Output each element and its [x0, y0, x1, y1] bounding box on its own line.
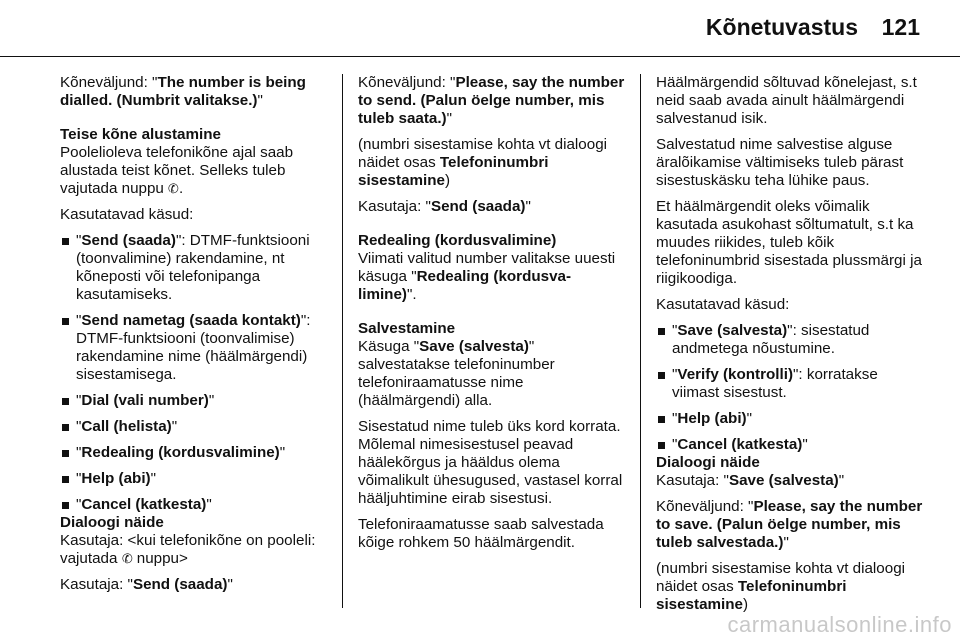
paragraph: Salvestatud nime salvestise alguse äralõikamise vältimiseks tuleb pärast sisestuskäsku teha lühike paus. — [656, 136, 904, 189]
page-header — [0, 0, 960, 48]
paragraph: Kasutatavad käsud: — [60, 206, 194, 223]
paragraph: Poolelioleva telefonikõne ajal saab alustada teist kõnet. Selleks tuleb vajutada nuppu ✆. — [60, 144, 294, 197]
paragraph: Kasutatavad käsud: — [656, 296, 790, 313]
list-item: "Redealing (kordusvalimine)" — [60, 444, 328, 462]
list-item: "Dial (vali number)" — [60, 392, 328, 410]
watermark: carmanualsonline.info — [727, 612, 952, 637]
page-title: Kõnetuvastus — [705, 14, 858, 40]
section-heading: Salvestamine — [358, 320, 456, 337]
paragraph: Käsuga "Save (salvesta)" salvestatakse telefoninumber telefoniraamatusse nime (häälmärgendi) alla. — [358, 338, 555, 409]
column-divider-1 — [342, 74, 343, 608]
command-list — [60, 232, 328, 514]
column-2 — [358, 74, 626, 560]
paragraph: Kasutaja: <kui telefonikõne on pooleli: vajutada ✆ nuppu> — [60, 532, 316, 567]
column-divider-2 — [640, 74, 641, 608]
section-heading: Dialoogi näide — [656, 454, 760, 471]
column-1 — [60, 74, 328, 602]
paragraph: Kõneväljund: "Please, say the number to save. (Palun öelge number, mis tuleb salvestada.)" — [656, 498, 923, 551]
paragraph: (numbri sisestamise kohta vt dialoogi näidet osas Telefoninumbri sisestamine) — [656, 560, 906, 613]
paragraph: Häälmärgendid sõltuvad kõnelejast, s.t neid saab avada ainult häälmärgendi salvestanud isik. — [656, 74, 917, 127]
paragraph: Kõneväljund: "Please, say the number to send. (Palun öelge number, mis tuleb saata.)" — [358, 74, 625, 127]
paragraph: Kasutaja: "Send (saada)" — [358, 198, 531, 215]
list-item: "Send nametag (saada kontakt)": DTMF-funktsiooni (toonvalimise) rakendamine nime (häälmärgendi) sisestamisega. — [60, 312, 328, 384]
section-heading: Dialoogi näide — [60, 514, 164, 531]
list-item: "Send (saada)": DTMF-funktsiooni (toonvalimine) rakendamine, nt kõneposti või telefonipanga kasutamiseks. — [60, 232, 328, 304]
list-item: "Help (abi)" — [656, 410, 924, 428]
paragraph: Telefoniraamatusse saab salvestada kõige rohkem 50 häälmärgendit. — [358, 516, 604, 551]
list-item: "Call (helista)" — [60, 418, 328, 436]
list-item: "Save (salvesta)": sisestatud andmetega nõustumine. — [656, 322, 924, 358]
header-divider — [0, 56, 960, 57]
list-item: "Cancel (katkesta)" — [656, 436, 924, 454]
paragraph: Et häälmärgendit oleks võimalik kasutada asukohast sõltumatult, s.t ka muudes riikides, tuleb kõik telefoninumbrid sisestada plussmärgi ja riigikoodiga. — [656, 198, 922, 287]
paragraph: Kõneväljund: "The number is being dialled. (Numbrit valitakse.)" — [60, 74, 306, 109]
list-item: "Help (abi)" — [60, 470, 328, 488]
paragraph: Viimati valitud number valitakse uuesti käsuga "Redealing (kordusva‐limine)". — [358, 250, 616, 303]
section-heading: Redealing (kordusvalimine) — [358, 232, 557, 249]
list-item: "Verify (kontrolli)": korratakse viimast sisestust. — [656, 366, 924, 402]
phone-icon: ✆ — [120, 550, 134, 567]
paragraph: Kasutaja: "Send (saada)" — [60, 576, 233, 593]
paragraph: (numbri sisestamise kohta vt dialoogi näidet osas Telefoninumbri sisestamine) — [358, 136, 608, 189]
paragraph: Sisestatud nime tuleb üks kord korrata. Mõlemal nimesisestusel peavad häälekõrgus ja hääldus olema võimalikult ühesugused, vastasel korral hääljuhtimine eirab sisestusi. — [358, 418, 623, 507]
list-item: "Cancel (katkesta)" — [60, 496, 328, 514]
section-heading: Teise kõne alustamine — [60, 126, 221, 143]
page-number: 121 — [881, 14, 920, 40]
column-3 — [656, 74, 924, 622]
command-list — [656, 322, 924, 454]
paragraph: Kasutaja: "Save (salvesta)" — [656, 472, 845, 489]
phone-icon: ✆ — [167, 180, 180, 197]
